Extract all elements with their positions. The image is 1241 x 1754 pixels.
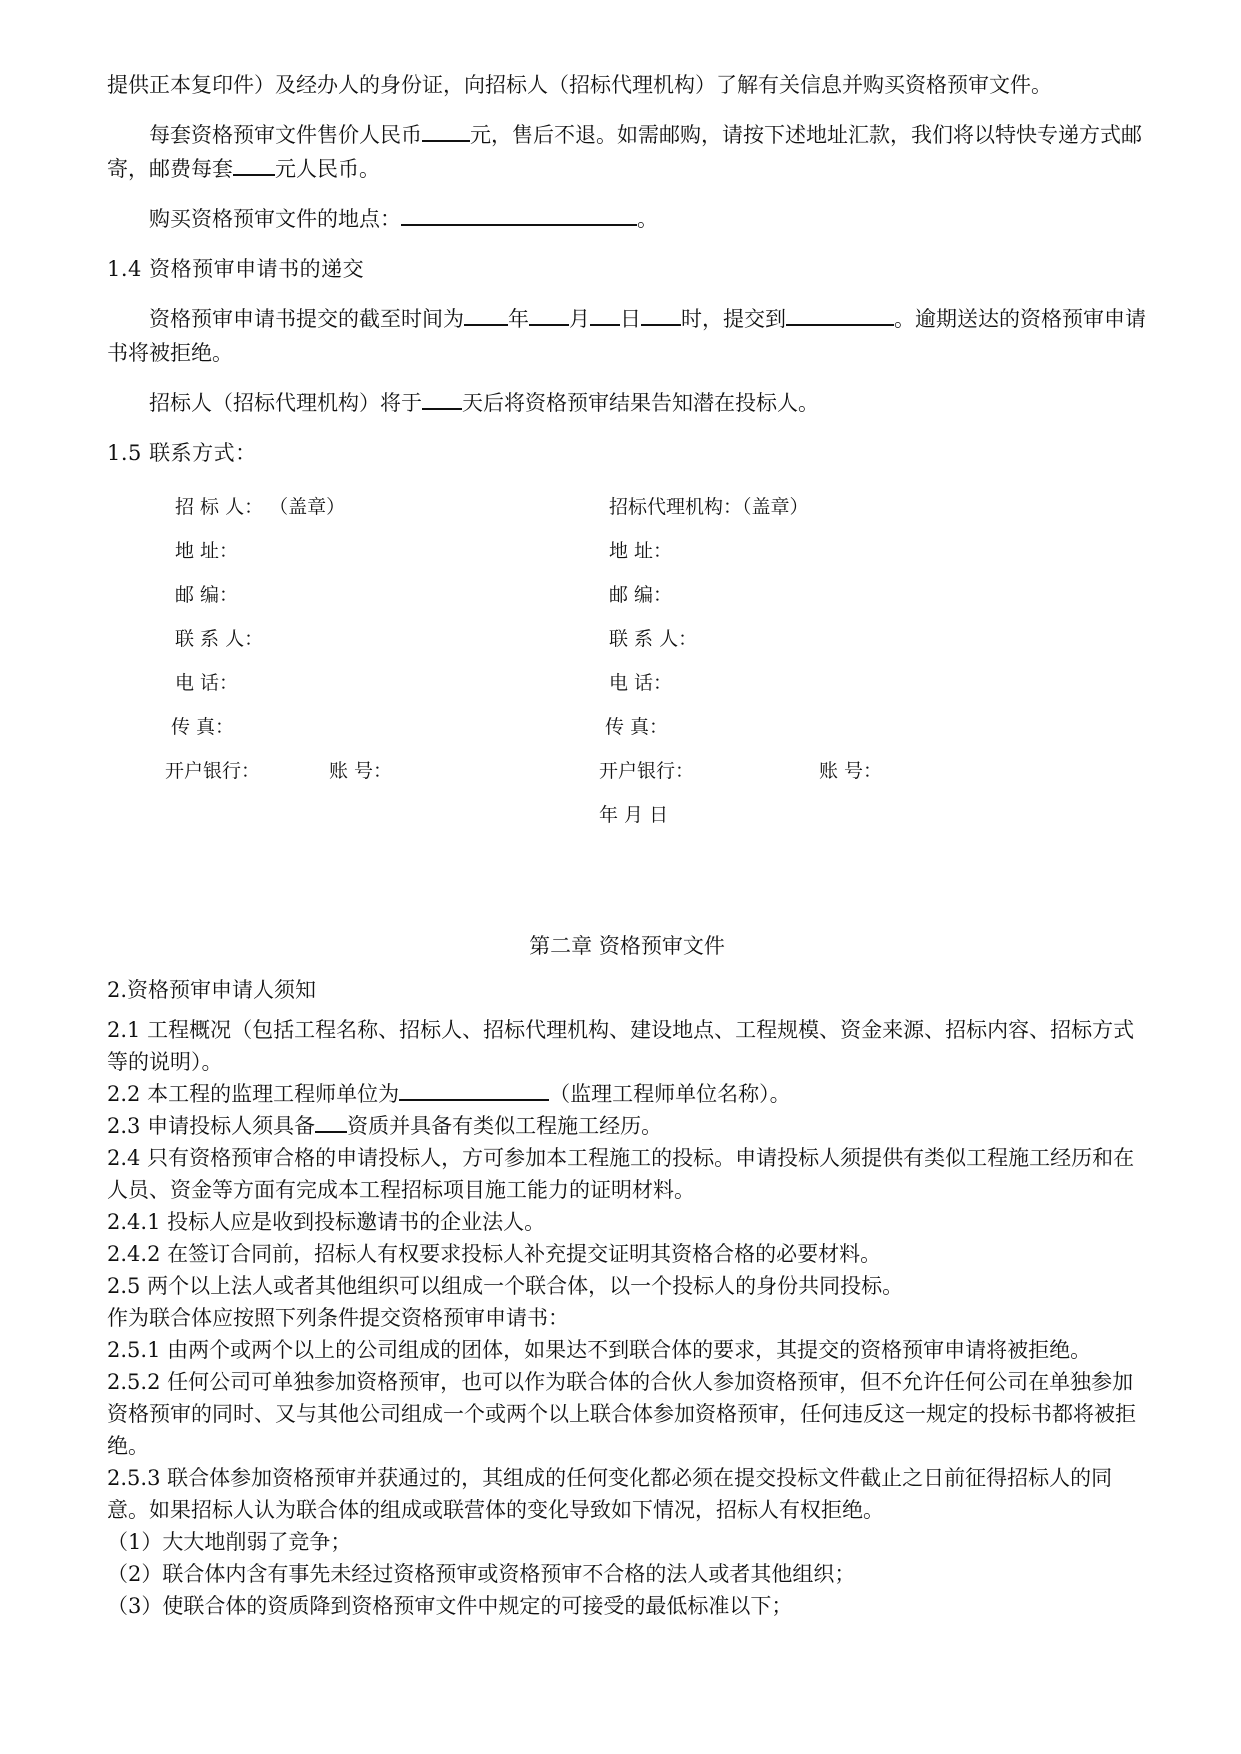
paragraph-location xyxy=(107,202,1147,236)
contact-left-person: 联 系 人： xyxy=(175,628,264,650)
section-1-4-heading: 1.4 资格预审申请书的递交 xyxy=(107,257,365,281)
year-blank xyxy=(464,304,508,326)
clause-2-3-text-a: 2.3 申请投标人须具备 xyxy=(107,1114,316,1138)
clause-2-5-2: 2.5.2 任何公司可单独参加资格预审，也可以作为联合体的合伙人参加资格预审，但不允许任何公司在单独参加资格预审的同时、又与其他公司组成一个或两个以上联合体参加资格预审，任何违反这一规定的投标书都将被拒绝。 xyxy=(107,1370,1136,1458)
contact-right-person: 联 系 人： xyxy=(609,628,698,650)
contact-right-address: 地 址： xyxy=(609,540,673,562)
day-label: 日 xyxy=(620,307,641,331)
contact-left-address: 地 址： xyxy=(175,540,239,562)
deadline-text-end: 。逾期送达的资格预审申请书将被拒绝。 xyxy=(107,307,1146,365)
day-blank xyxy=(590,304,620,326)
clause-2-2-text-a: 2.2 本工程的监理工程师单位为 xyxy=(107,1082,400,1106)
days-blank xyxy=(422,388,462,410)
paragraph-price xyxy=(107,118,1147,186)
contact-left-account: 账 号： xyxy=(329,760,393,782)
section-1-5-heading: 1.5 联系方式： xyxy=(107,441,257,465)
location-label: 购买资格预审文件的地点： xyxy=(149,207,401,231)
contact-right-agency: 招标代理机构：（盖章） xyxy=(609,496,809,518)
chapter-two-title: 第二章 资格预审文件 xyxy=(529,934,725,958)
contact-left-phone: 电 话： xyxy=(175,672,239,694)
clause-2-5-3: 2.5.3 联合体参加资格预审并获通过的，其组成的任何变化都必须在提交投标文件截止之日前征得招标人的同意。如果招标人认为联合体的组成或联营体的变化导致如下情况，招标人有权拒绝。 xyxy=(107,1466,1113,1522)
submit-to-text: 时，提交到 xyxy=(681,307,786,331)
clause-2-3-text-b: 资质并具备有类似工程施工经历。 xyxy=(347,1114,663,1138)
clause-2-2 xyxy=(107,1078,1147,1110)
document-page xyxy=(107,68,1147,1618)
contact-right-account: 账 号： xyxy=(819,760,883,782)
postage-blank xyxy=(233,154,275,176)
contact-left-bank: 开户银行： xyxy=(165,760,261,782)
year-label: 年 xyxy=(508,307,529,331)
month-label: 月 xyxy=(569,307,590,331)
result-text-a: 招标人（招标代理机构）将于 xyxy=(149,391,422,415)
condition-1: （1）大大地削弱了竞争； xyxy=(107,1530,352,1554)
deadline-text: 资格预审申请书提交的截至时间为 xyxy=(149,307,464,331)
contact-right-fax: 传 真： xyxy=(605,716,669,738)
contact-left-fax: 传 真： xyxy=(171,716,235,738)
price-text-b: 元，售后不退。如需邮购，请按下述地址汇款，我们将以特快专递方式邮寄，邮费每套 xyxy=(107,123,1142,181)
month-blank xyxy=(529,304,569,326)
hour-blank xyxy=(641,304,681,326)
condition-3: （3）使联合体的资质降到资格预审文件中规定的可接受的最低标准以下； xyxy=(107,1594,793,1618)
submit-place-blank xyxy=(786,304,894,326)
clause-2-5-1: 2.5.1 由两个或两个以上的公司组成的团体，如果达不到联合体的要求，其提交的资格预审申请将被拒绝。 xyxy=(107,1338,1092,1362)
chapter-two-body xyxy=(107,974,1147,1622)
contact-right-bank: 开户银行： xyxy=(599,760,695,782)
contact-left-postcode: 邮 编： xyxy=(175,584,239,606)
location-period: 。 xyxy=(637,207,658,231)
clause-2-4-2: 2.4.2 在签订合同前，招标人有权要求投标人补充提交证明其资格合格的必要材料。 xyxy=(107,1242,882,1266)
clause-2-5-intro: 作为联合体应按照下列条件提交资格预审申请书： xyxy=(107,1306,569,1330)
clause-2-5: 2.5 两个以上法人或者其他组织可以组成一个联合体，以一个投标人的身份共同投标。 xyxy=(107,1274,904,1298)
location-blank xyxy=(401,204,637,226)
price-text-c: 元人民币。 xyxy=(275,157,380,181)
price-blank xyxy=(422,120,470,142)
condition-2: （2）联合体内含有事先未经过资格预审或资格预审不合格的法人或者其他组织； xyxy=(107,1562,856,1586)
price-text-a: 每套资格预审文件售价人民币 xyxy=(149,123,422,147)
contact-right-phone: 电 话： xyxy=(609,672,673,694)
contact-right-postcode: 邮 编： xyxy=(609,584,673,606)
paragraph-purchase-info: 提供正本复印件）及经办人的身份证，向招标人（招标代理机构）了解有关信息并购买资格预审文件。 xyxy=(107,73,1052,97)
result-text-b: 天后将资格预审结果告知潜在投标人。 xyxy=(462,391,819,415)
supervisor-blank xyxy=(399,1079,549,1101)
paragraph-result-notice xyxy=(107,386,1147,420)
paragraph-deadline xyxy=(107,302,1147,370)
clause-2-3 xyxy=(107,1110,1147,1142)
contact-left-tenderer: 招 标 人： （盖章） xyxy=(175,496,346,518)
clause-2-4-1: 2.4.1 投标人应是收到投标邀请书的企业法人。 xyxy=(107,1210,546,1234)
signature-date: 年 月 日 xyxy=(599,804,669,826)
qualification-blank xyxy=(315,1111,347,1133)
clause-2-2-text-b: （监理工程师单位名称）。 xyxy=(549,1082,791,1106)
clause-2-4: 2.4 只有资格预审合格的申请投标人，方可参加本工程施工的投标。申请投标人须提供有类似工程施工经历和在人员、资金等方面有完成本工程招标项目施工能力的证明材料。 xyxy=(107,1146,1135,1202)
section-2-heading: 2.资格预审申请人须知 xyxy=(107,978,317,1002)
clause-2-1: 2.1 工程概况（包括工程名称、招标人、招标代理机构、建设地点、工程规模、资金来源、招标内容、招标方式等的说明）。 xyxy=(107,1018,1135,1074)
